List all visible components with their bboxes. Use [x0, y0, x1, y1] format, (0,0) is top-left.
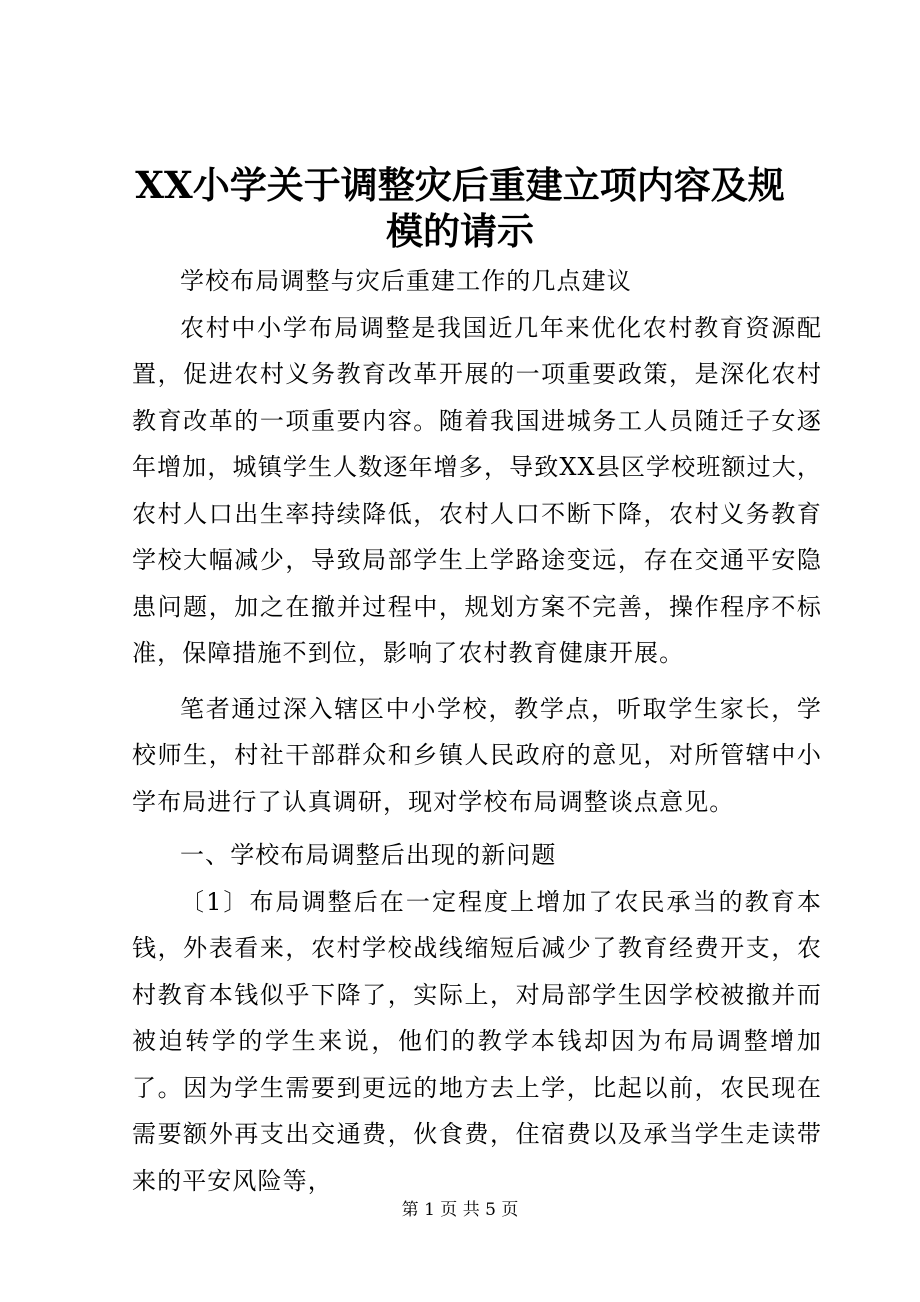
subtitle-paragraph: 学校布局调整与灾后重建工作的几点建议 [180, 267, 632, 295]
document-title: XX小学关于调整灾后重建立项内容及规模的请示 [135, 163, 785, 253]
section-heading: 一、学校布局调整后出现的新问题 [180, 841, 557, 869]
body-paragraph-2: 笔者通过深入辖区中小学校，教学点，听取学生家长，学校师生，村社干部群众和乡镇人民政府的意见，对所管辖中小学布局进行了认真调研，现对学校布局调整谈点意见。 [132, 694, 822, 816]
document-body [132, 258, 822, 1204]
page-footer: 第 1 页 共 5 页 [401, 1200, 519, 1220]
body-paragraph-3: 〔1〕布局调整后在一定程度上增加了农民承当的教育本钱，外表看来，农村学校战线缩短后减少了教育经费开支，农村教育本钱似乎下降了，实际上，对局部学生因学校被撤并而被迫转学的学生来说，他们的教学本钱却因为布局调整增加了。因为学生需要到更远的地方去上学，比起以前，农民现在需要额外再支出交通费，伙食费，住宿费以及承当学生走读带来的平安风险等， [132, 887, 822, 1195]
body-paragraph-1: 农村中小学布局调整是我国近几年来优化农村教育资源配置，促进农村义务教育改革开展的一项重要政策，是深化农村教育改革的一项重要内容。随着我国进城务工人员随迁子女逐年增加，城镇学生人数逐年增多，导致XX县区学校班额过大，农村人口出生率持续降低，农村人口不断下降，农村义务教育学校大幅减少，导致局部学生上学路途变远，存在交通平安隐患问题，加之在撤并过程中，规划方案不完善，操作程序不标准，保障措施不到位，影响了农村教育健康开展。 [132, 313, 822, 667]
